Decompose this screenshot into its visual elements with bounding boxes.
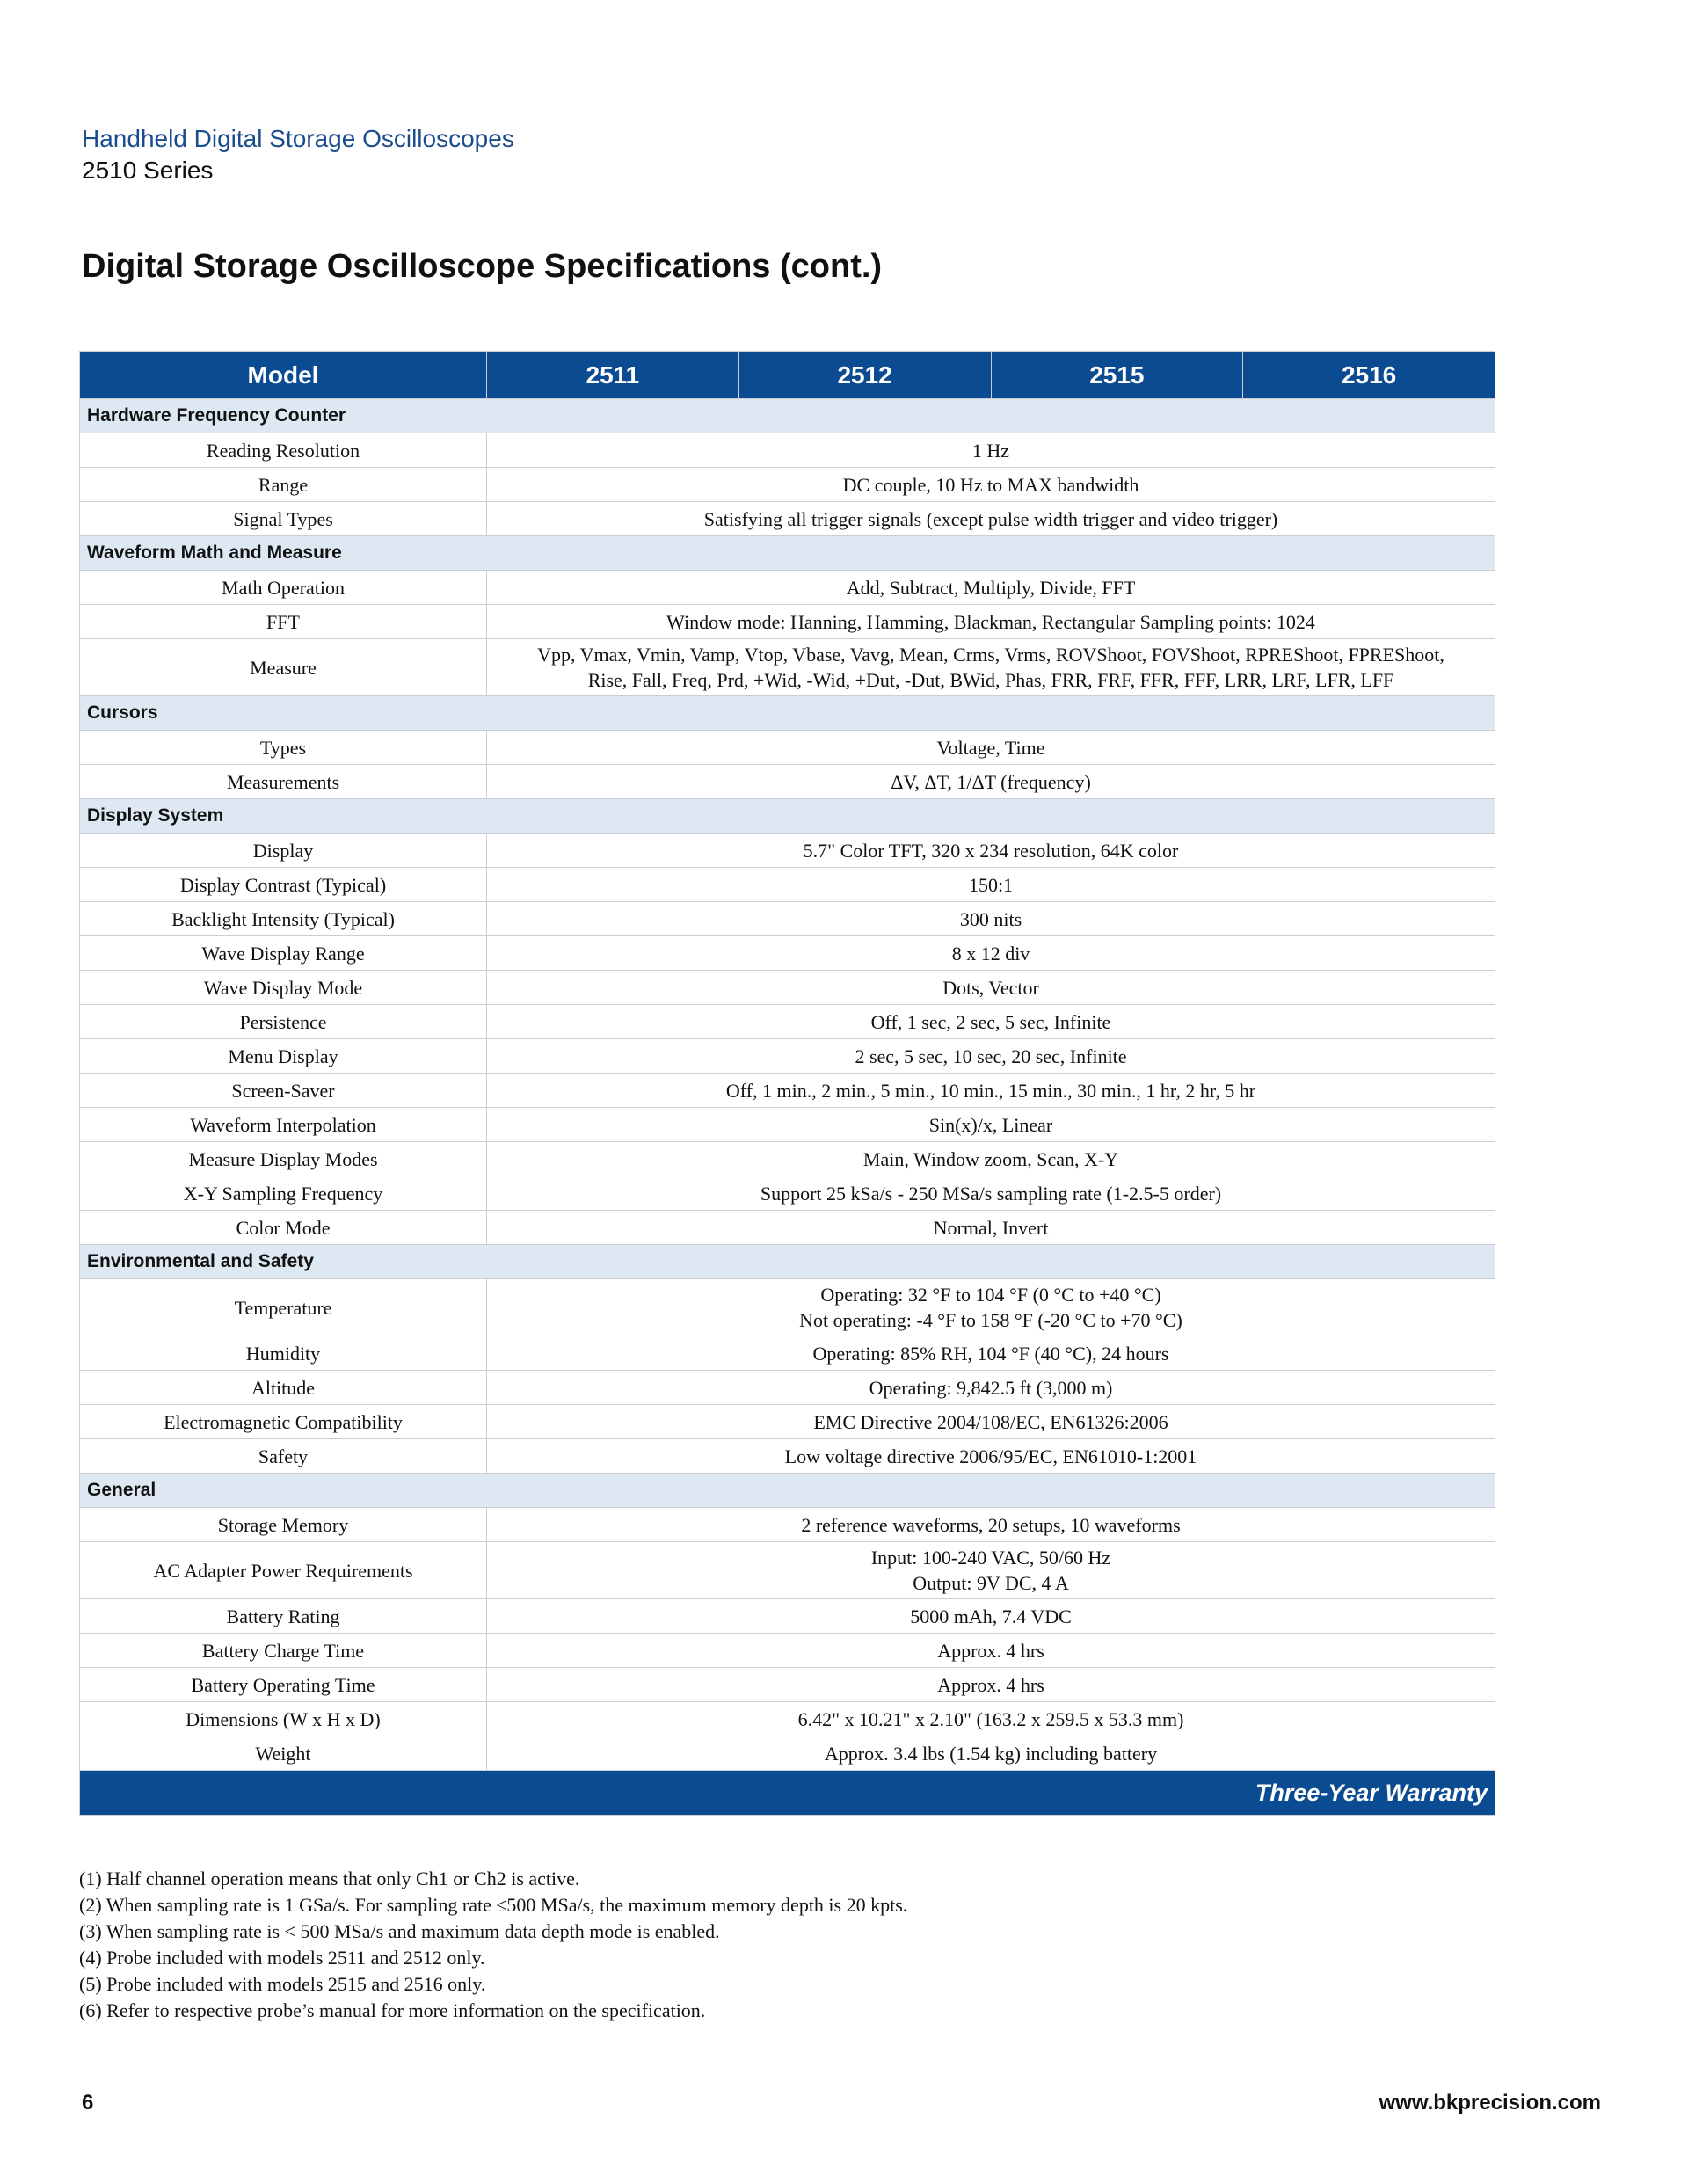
spec-value-cell	[487, 1371, 1495, 1405]
spec-row	[80, 571, 1495, 605]
spec-value-cell	[487, 971, 1495, 1005]
spec-value-cell	[487, 1439, 1495, 1474]
spec-value-cell	[487, 1211, 1495, 1245]
model-2512-header: 2512	[738, 352, 991, 399]
spec-value: Operating: 85% RH, 104 °F (40 °C), 24 hours	[812, 1342, 1169, 1365]
spec-value-cell	[487, 502, 1495, 536]
spec-value: 5.7" Color TFT, 320 x 234 resolution, 64K color	[803, 839, 1179, 862]
spec-value-cell	[487, 834, 1495, 868]
spec-table-body	[80, 399, 1495, 1816]
section-title: Display System	[80, 799, 1495, 834]
footnotes	[79, 1866, 907, 2024]
spec-value-cell	[487, 1599, 1495, 1634]
spec-label: Battery Rating	[80, 1599, 487, 1634]
spec-value-cell	[487, 1508, 1495, 1542]
spec-value-cell	[487, 1336, 1495, 1371]
spec-label: FFT	[80, 605, 487, 639]
spec-row	[80, 1439, 1495, 1474]
spec-row	[80, 1074, 1495, 1108]
spec-value-cell	[487, 868, 1495, 902]
footnote: (3) When sampling rate is < 500 MSa/s and maximum data depth mode is enabled.	[79, 1920, 720, 1942]
spec-value: Sin(x)/x, Linear	[928, 1113, 1053, 1136]
spec-value: Approx. 4 hrs	[937, 1639, 1044, 1662]
spec-label: Range	[80, 468, 487, 502]
spec-label: AC Adapter Power Requirements	[80, 1542, 487, 1599]
spec-row	[80, 1371, 1495, 1405]
section-header-row	[80, 1474, 1495, 1508]
warranty-label: Three-Year Warranty	[80, 1771, 1495, 1816]
spec-row	[80, 605, 1495, 639]
footnote: (4) Probe included with models 2511 and 2512 only.	[79, 1947, 485, 1969]
spec-row	[80, 1508, 1495, 1542]
spec-value: Off, 1 sec, 2 sec, 5 sec, Infinite	[870, 1010, 1111, 1033]
spec-row	[80, 1005, 1495, 1039]
spec-row	[80, 433, 1495, 468]
spec-value: DC couple, 10 Hz to MAX bandwidth	[842, 473, 1139, 496]
spec-label: Humidity	[80, 1336, 487, 1371]
spec-value: Input: 100-240 VAC, 50/60 Hz	[870, 1547, 1111, 1569]
spec-value-cell	[487, 1702, 1495, 1736]
section-title: Environmental and Safety	[80, 1245, 1495, 1279]
spec-value-cell	[487, 1634, 1495, 1668]
model-2511-header: 2511	[487, 352, 739, 399]
spec-table	[79, 351, 1495, 1816]
spec-row	[80, 902, 1495, 936]
section-header-row	[80, 799, 1495, 834]
spec-label: Electromagnetic Compatibility	[80, 1405, 487, 1439]
spec-value: 300 nits	[959, 907, 1022, 930]
spec-value-cell	[487, 1039, 1495, 1074]
spec-value: EMC Directive 2004/108/EC, EN61326:2006	[813, 1410, 1168, 1433]
spec-row	[80, 731, 1495, 765]
spec-row	[80, 1668, 1495, 1702]
section-title: General	[80, 1474, 1495, 1508]
spec-label: Weight	[80, 1736, 487, 1771]
spec-row	[80, 1336, 1495, 1371]
spec-value: 2 reference waveforms, 20 setups, 10 waveforms	[801, 1513, 1181, 1536]
spec-label: Menu Display	[80, 1039, 487, 1074]
spec-label: Wave Display Range	[80, 936, 487, 971]
spec-value-cell	[487, 731, 1495, 765]
footnote: (5) Probe included with models 2515 and 2516 only.	[79, 1973, 486, 1995]
spec-row	[80, 1599, 1495, 1634]
spec-label: Backlight Intensity (Typical)	[80, 902, 487, 936]
section-title: Waveform Math and Measure	[80, 536, 1495, 571]
spec-label: Waveform Interpolation	[80, 1108, 487, 1142]
spec-row	[80, 1736, 1495, 1771]
spec-label: Screen-Saver	[80, 1074, 487, 1108]
spec-value: Operating: 9,842.5 ft (3,000 m)	[869, 1376, 1113, 1399]
spec-row	[80, 1142, 1495, 1176]
model-2516-header: 2516	[1243, 352, 1495, 399]
spec-value-cell	[487, 1108, 1495, 1142]
page-title: Digital Storage Oscilloscope Specifications (cont.)	[82, 248, 883, 285]
spec-value: Operating: 32 °F to 104 °F (0 °C to +40 °C)	[820, 1284, 1161, 1306]
spec-label: Reading Resolution	[80, 433, 487, 468]
model-2515-header: 2515	[991, 352, 1243, 399]
spec-value: Add, Subtract, Multiply, Divide, FFT	[846, 576, 1136, 599]
spec-value: 6.42" x 10.21" x 2.10" (163.2 x 259.5 x 53.3 mm)	[797, 1707, 1184, 1730]
spec-label: Display	[80, 834, 487, 868]
spec-value: Support 25 kSa/s - 250 MSa/s sampling rate (1-2.5-5 order)	[760, 1182, 1222, 1205]
spec-row	[80, 868, 1495, 902]
spec-value: 8 x 12 div	[951, 942, 1030, 965]
spec-label: Wave Display Mode	[80, 971, 487, 1005]
spec-value: Window mode: Hanning, Hamming, Blackman, Rectangular Sampling points: 1024	[666, 610, 1315, 633]
spec-row	[80, 502, 1495, 536]
spec-row	[80, 765, 1495, 799]
spec-value-cell	[487, 1736, 1495, 1771]
spec-row	[80, 834, 1495, 868]
section-header-row	[80, 536, 1495, 571]
spec-label: Storage Memory	[80, 1508, 487, 1542]
spec-value: Normal, Invert	[933, 1216, 1049, 1239]
spec-row	[80, 1108, 1495, 1142]
spec-row	[80, 1211, 1495, 1245]
spec-value-line2: Rise, Fall, Freq, Prd, +Wid, -Wid, +Dut, -Dut, BWid, Phas, FRR, FRF, FFR, FFF, LRR, LRF, LFR, LFF	[587, 669, 1394, 691]
spec-row	[80, 1634, 1495, 1668]
spec-row	[80, 468, 1495, 502]
section-title: Hardware Frequency Counter	[80, 399, 1495, 433]
spec-label: Temperature	[80, 1279, 487, 1336]
spec-value-cell	[487, 936, 1495, 971]
spec-label: Display Contrast (Typical)	[80, 868, 487, 902]
spec-label: Altitude	[80, 1371, 487, 1405]
table-header-row	[80, 352, 1495, 399]
spec-row	[80, 1039, 1495, 1074]
spec-value: Off, 1 min., 2 min., 5 min., 10 min., 15 min., 30 min., 1 hr, 2 hr, 5 hr	[725, 1079, 1256, 1102]
spec-label: Math Operation	[80, 571, 487, 605]
footnote: (1) Half channel operation means that only Ch1 or Ch2 is active.	[79, 1867, 580, 1889]
model-header: Model	[80, 352, 487, 399]
spec-value-cell	[487, 1074, 1495, 1108]
spec-value: Vpp, Vmax, Vmin, Vamp, Vtop, Vbase, Vavg, Mean, Crms, Vrms, ROVShoot, FOVShoot, RPREShoot, FPREShoot,	[537, 644, 1444, 666]
spec-value-cell	[487, 1542, 1495, 1599]
spec-value-cell	[487, 571, 1495, 605]
spec-label: Measure Display Modes	[80, 1142, 487, 1176]
spec-value-line2: Output: 9V DC, 4 A	[913, 1572, 1069, 1594]
spec-value-cell	[487, 468, 1495, 502]
spec-row	[80, 639, 1495, 696]
spec-value-cell	[487, 1005, 1495, 1039]
spec-value-cell	[487, 765, 1495, 799]
section-title: Cursors	[80, 696, 1495, 731]
header-title: Handheld Digital Storage Oscilloscopes	[82, 125, 514, 152]
spec-row	[80, 1176, 1495, 1211]
spec-value: Approx. 4 hrs	[937, 1673, 1044, 1696]
spec-row	[80, 1405, 1495, 1439]
spec-value: 5000 mAh, 7.4 VDC	[910, 1605, 1072, 1627]
footnote: (2) When sampling rate is 1 GSa/s. For sampling rate ≤500 MSa/s, the maximum memory depth is 20 kpts.	[79, 1894, 908, 1916]
spec-value: Satisfying all trigger signals (except pulse width trigger and video trigger)	[703, 507, 1278, 530]
section-header-row	[80, 696, 1495, 731]
section-header-row	[80, 399, 1495, 433]
warranty-row	[80, 1771, 1495, 1816]
spec-label: Battery Operating Time	[80, 1668, 487, 1702]
spec-value-cell	[487, 1142, 1495, 1176]
spec-value: 150:1	[968, 873, 1014, 896]
spec-value-cell	[487, 605, 1495, 639]
spec-value: ΔV, ΔT, 1/ΔT (frequency)	[891, 770, 1091, 793]
spec-value-cell	[487, 1405, 1495, 1439]
spec-value-cell	[487, 639, 1495, 696]
spec-value: 1 Hz	[971, 439, 1010, 462]
document-header	[82, 123, 514, 186]
spec-value-line2: Not operating: -4 °F to 158 °F (-20 °C to +70 °C)	[799, 1309, 1182, 1331]
spec-value-cell	[487, 1668, 1495, 1702]
spec-value-cell	[487, 902, 1495, 936]
spec-value: Dots, Vector	[942, 976, 1039, 999]
spec-label: Measurements	[80, 765, 487, 799]
spec-value: 2 sec, 5 sec, 10 sec, 20 sec, Infinite	[855, 1045, 1127, 1067]
spec-value: Voltage, Time	[936, 736, 1045, 759]
spec-row	[80, 1542, 1495, 1599]
spec-label: Dimensions (W x H x D)	[80, 1702, 487, 1736]
spec-row	[80, 936, 1495, 971]
spec-label: Safety	[80, 1439, 487, 1474]
spec-label: Color Mode	[80, 1211, 487, 1245]
footnote: (6) Refer to respective probe’s manual for more information on the specification.	[79, 1999, 706, 2021]
spec-value-cell	[487, 1176, 1495, 1211]
spec-value: Main, Window zoom, Scan, X-Y	[862, 1147, 1119, 1170]
section-header-row	[80, 1245, 1495, 1279]
spec-value: Low voltage directive 2006/95/EC, EN61010-1:2001	[784, 1445, 1197, 1467]
page-number: 6	[82, 2091, 94, 2115]
spec-row	[80, 1279, 1495, 1336]
spec-label: Measure	[80, 639, 487, 696]
spec-label: X-Y Sampling Frequency	[80, 1176, 487, 1211]
spec-row	[80, 971, 1495, 1005]
spec-label: Types	[80, 731, 487, 765]
spec-label: Persistence	[80, 1005, 487, 1039]
header-series: 2510 Series	[82, 157, 214, 184]
website-url: www.bkprecision.com	[1379, 2091, 1601, 2115]
spec-row	[80, 1702, 1495, 1736]
spec-label: Signal Types	[80, 502, 487, 536]
spec-label: Battery Charge Time	[80, 1634, 487, 1668]
spec-value-cell	[487, 433, 1495, 468]
spec-value-cell	[487, 1279, 1495, 1336]
spec-value: Approx. 3.4 lbs (1.54 kg) including battery	[824, 1742, 1158, 1765]
